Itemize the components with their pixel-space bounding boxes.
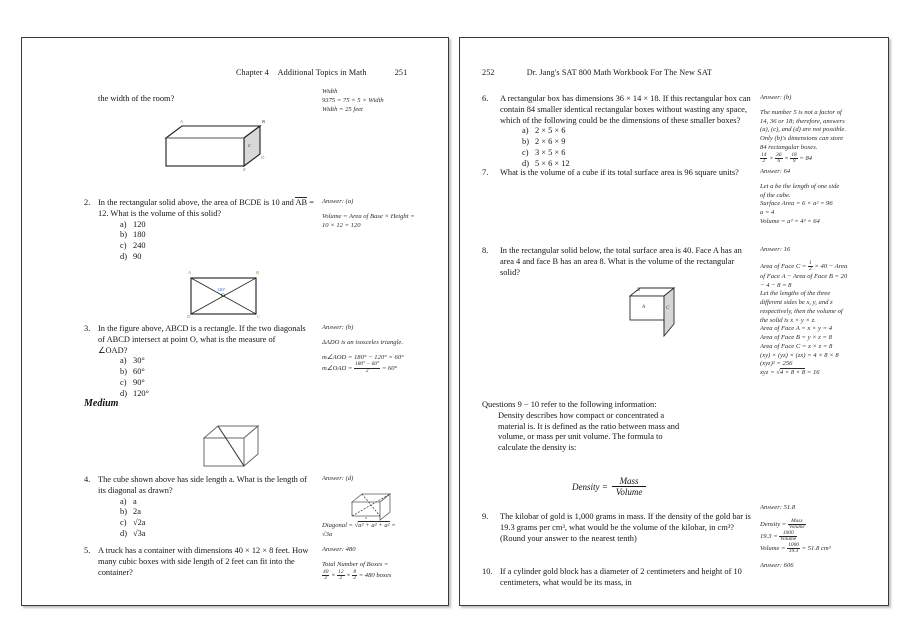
figure-cube-detail — [346, 490, 402, 524]
figure-rectangle-diagonals — [180, 270, 270, 322]
choice-a-label: a) — [120, 219, 127, 229]
choice-b[interactable] — [522, 137, 752, 148]
figure-rectangular-solid — [154, 116, 274, 178]
question-10-number: 10. — [482, 567, 493, 576]
q9-eq2 — [760, 529, 797, 543]
q5-times-2: × — [346, 571, 351, 579]
passage-line3: volume, or mass per unit volume. The formula to — [498, 432, 663, 442]
density-formula-denominator: Volume — [612, 486, 647, 497]
eq2-post: = 60° — [381, 364, 398, 372]
right-running-head — [482, 68, 712, 77]
q5-frac-2 — [337, 570, 344, 582]
q9-eq2-frac-d: Volume — [780, 536, 797, 543]
q8-answer-line10: (xy) × (yz) × (zx) = 4 × 8 × 8 — [760, 351, 839, 359]
choice-a-text: 120 — [133, 219, 146, 229]
density-formula — [572, 476, 646, 497]
question-2-answer — [322, 198, 434, 230]
q6-answer-line3: (a), (c), and (d) are not possible. — [760, 126, 847, 134]
question-10 — [482, 567, 752, 589]
choice-a-text: 2 × 5 × 6 — [535, 126, 566, 136]
carryover-question — [98, 94, 313, 105]
choice-d-label: d) — [522, 158, 529, 168]
choice-b-label: b) — [120, 367, 127, 376]
density-formula-numerator: Mass — [619, 476, 639, 486]
q6-times-2: × — [784, 154, 789, 162]
q9-eq1 — [760, 517, 806, 531]
passage-lead: Questions 9 − 10 refer to the following information: — [482, 400, 657, 409]
q5-frac-1-d: 2 — [322, 575, 329, 582]
q8-last-post: = 16 — [806, 369, 820, 377]
right-page-number: 252 — [482, 68, 495, 77]
choice-b-text: 2 × 6 × 9 — [535, 137, 566, 146]
question-3-stem: In the figure above, ABCD is a rectangle. If the two diagonals of ABCD intersect at point O, what is the measure of ∠OAD? — [98, 324, 306, 355]
question-8-stem: In the rectangular solid below, the total surface area is 40. Face A has an area 4 and face B has an area 8. What is the volume of the rectangular solid? — [500, 246, 742, 277]
q8-answer-line8: Area of Face B = y × z = 8 — [760, 334, 832, 342]
q9-eq2-frac — [779, 531, 797, 543]
choice-c-label: c) — [522, 147, 529, 157]
question-7 — [482, 168, 752, 179]
choice-c-text: 3 × 5 × 6 — [535, 147, 566, 157]
q6-frac-3 — [790, 153, 797, 165]
q6-frac-2-d: 6 — [775, 158, 782, 165]
vertex-label-c: C — [248, 143, 252, 148]
choice-b[interactable] — [120, 507, 316, 518]
q8-answer-line5: respectively, then the volume of — [760, 307, 843, 315]
q5-answer-tail: = 480 boxes — [358, 571, 392, 579]
question-6-number: 6. — [482, 94, 489, 103]
question-5-answer — [322, 546, 434, 582]
rect-vertex-d: D — [187, 314, 191, 319]
q9-eq2-pre: 19.3 = — [760, 533, 778, 540]
q5-frac-2-n: 12 — [338, 568, 344, 575]
choice-a-label: a) — [522, 126, 529, 136]
q8-first-frac-n: 1 — [808, 259, 812, 266]
question-5-number: 5. — [84, 546, 91, 555]
question-4-answer — [322, 475, 434, 484]
q9-eq3-pre: Volume = — [760, 545, 786, 552]
choice-c-label: c) — [120, 377, 127, 387]
question-9 — [482, 512, 752, 544]
question-7-number: 7. — [482, 168, 489, 177]
question-8 — [482, 246, 754, 278]
question-6 — [482, 94, 752, 169]
q8-answer-line2: − 4 − 8 = 8 — [760, 281, 792, 289]
q7-answer-line5: Volume = a³ = 4³ = 64 — [760, 217, 820, 225]
question-9-number: 9. — [482, 512, 489, 521]
choice-d-label: d) — [120, 251, 127, 261]
vertex-label-d: D — [261, 155, 265, 160]
question-4-number: 4. — [84, 475, 91, 484]
cube-detail-svg — [346, 490, 402, 524]
q9-eq2-frac-n: 1000 — [782, 529, 794, 536]
choice-b-label: b) — [120, 507, 127, 517]
q9-eq1-frac-n: Mass — [791, 517, 803, 524]
q9-eq3-post: = 51.8 cm³ — [801, 545, 831, 552]
question-3-answer-eq1: m∠AOD = 180° − 120° = 60° — [322, 353, 404, 361]
q8-answer-last — [760, 368, 820, 376]
question-3-choices — [98, 356, 306, 399]
rect-vertex-c: C — [257, 314, 261, 319]
question-7-stem: What is the volume of a cube if its total surface area is 96 square units? — [500, 168, 739, 177]
q9-eq1-frac-d: Volume — [788, 524, 805, 531]
q9-eq3 — [760, 541, 831, 555]
choice-c[interactable] — [120, 378, 306, 389]
face-label-b: B — [637, 288, 641, 293]
q7-answer-line1: Let a be the length of one side — [760, 182, 840, 190]
eq2-fraction — [354, 362, 380, 374]
right-running-head-title: Dr. Jang's SAT 800 Math Workbook For The New SAT — [526, 68, 713, 77]
question-9-answer — [760, 504, 874, 555]
q6-answer-line1: The number 5 is not a factor of — [760, 108, 842, 116]
q8-first-post: × 40 − Area — [814, 263, 848, 270]
question-5-stem: A truck has a container with dimensions 40 × 12 × 8 feet. How many cubic boxes with side length of 2 feet can fit into the container? — [98, 546, 309, 577]
question-8-answer — [760, 246, 874, 378]
q6-frac-3-d: 9 — [790, 158, 797, 165]
density-formula-fraction — [612, 476, 647, 497]
question-8-answer-head: Answer: 16 — [760, 246, 791, 253]
choice-b-text: 2a — [133, 507, 141, 517]
face-label-c: C — [666, 306, 670, 311]
question-5-answer-head: Answer: 480 — [322, 546, 356, 553]
q6-frac-3-n: 18 — [791, 151, 797, 158]
question-9-answer-head: Answer: 51.8 — [760, 504, 796, 511]
choice-c-label: c) — [120, 518, 127, 527]
choice-d-text: 5 × 6 × 12 — [535, 158, 570, 168]
vertex-label-b: B — [262, 119, 265, 124]
q8-answer-line3: Let the lengths of the three — [760, 290, 831, 298]
question-2-answer-line2: 10 × 12 = 120 — [322, 221, 361, 229]
question-2-stem-part2: = 12. What is the volume of this solid? — [98, 198, 314, 218]
q6-answer-line4: Only (b)'s dimensions can store — [760, 135, 844, 143]
question-3-answer-head: Answer: (b) — [322, 324, 354, 331]
face-label-a: A — [642, 305, 646, 310]
choice-c[interactable] — [522, 148, 752, 159]
question-10-answer — [760, 562, 874, 571]
choice-a[interactable] — [120, 220, 316, 231]
choice-c-text: √2a — [133, 518, 146, 527]
q8-answer-line4: different sides be x, y, and z — [760, 299, 833, 307]
question-6-choices — [500, 126, 752, 169]
q6-times-1: × — [769, 154, 774, 162]
q6-answer-line5: 84 rectangular boxes. — [760, 143, 818, 151]
cube-detail-side-label: a — [365, 515, 368, 520]
choice-a[interactable] — [120, 356, 306, 367]
left-running-head — [236, 68, 407, 77]
choice-d[interactable] — [120, 529, 316, 540]
q8-last-pre: xyz = — [760, 369, 775, 377]
left-page — [21, 37, 449, 606]
q7-answer-line4: a = 4 — [760, 209, 775, 217]
rect-vertex-b: B — [256, 270, 259, 275]
cube-svg — [196, 420, 268, 472]
eq2-denominator: 2 — [354, 368, 380, 375]
q4-eq-post: = — [391, 522, 396, 529]
q6-answer-calc — [760, 151, 813, 165]
choice-d[interactable] — [120, 252, 316, 263]
question-2-answer-head: Answer: (a) — [322, 198, 354, 205]
choice-b-text: 60° — [133, 367, 145, 376]
question-4-stem: The cube shown above has side length a. What is the length of its diagonal as drawn? — [98, 475, 307, 495]
q6-frac-2 — [775, 153, 782, 165]
question-4 — [84, 475, 316, 540]
q5-frac-1 — [322, 570, 329, 582]
q8-answer-line7: Area of Face A = x × y = 4 — [760, 325, 833, 333]
q7-answer-line3: Surface Area = 6 × a² = 96 — [760, 200, 833, 208]
question-6-answer — [760, 94, 872, 165]
q5-times-1: × — [331, 571, 336, 579]
question-2-number: 2. — [84, 198, 91, 207]
density-formula-lhs: Density = — [572, 481, 608, 492]
q4-radical-sign: √ — [354, 522, 359, 529]
q8-answer-line11: (xyz)² = 256 — [760, 360, 793, 368]
eq2-numerator: 180° − 60° — [354, 361, 380, 368]
section-heading-medium: Medium — [84, 398, 119, 409]
q8-first-pre: Area of Face C = — [760, 263, 807, 270]
question-8-number: 8. — [482, 246, 489, 255]
choice-b-label: b) — [120, 230, 127, 240]
question-5 — [84, 546, 316, 578]
vertex-label-a: A — [180, 119, 183, 124]
choice-c[interactable] — [120, 241, 316, 252]
choice-a-label: a) — [120, 496, 127, 506]
choice-b-label: b) — [522, 137, 529, 146]
choice-d-label: d) — [120, 528, 127, 538]
vertex-label-e: E — [243, 167, 246, 172]
question-7-answer — [760, 168, 872, 227]
passage-line4: calculate the density is: — [498, 443, 577, 452]
carryover-answer-line2: 9375 = 75 × 5 × Width — [322, 96, 384, 104]
q8-radical-sign: √ — [776, 369, 780, 377]
question-3-answer-note: ΔADO is an isosceles triangle. — [322, 338, 403, 346]
q8-answer-line6: the solid is x × y × z. — [760, 316, 816, 324]
q8-answer-first — [760, 259, 848, 273]
question-7-answer-head: Answer: 64 — [760, 168, 791, 175]
rect-vertex-a: A — [188, 270, 191, 275]
q9-eq1-frac — [788, 519, 806, 531]
carryover-question-text: the width of the room? — [98, 94, 175, 103]
choice-c-label: c) — [120, 241, 127, 250]
choice-d-text: √3a — [133, 528, 146, 538]
choice-b-text: 180 — [133, 230, 146, 240]
question-6-stem: A rectangular box has dimensions 36 × 14 × 18. If this rectangular box can contain 84 smaller identical rectangular boxes without wasting any space, which of the following could be the dimensions of these smaller boxes? — [500, 94, 751, 125]
q4-radicand: a² + a² + a² — [358, 522, 390, 529]
question-4-answer-work — [322, 522, 434, 540]
rect-angle-label: 120° — [217, 287, 226, 292]
q6-answer-line2: 14, 36 or 18; therefore, answers — [760, 117, 845, 125]
question-2-stem-part1: In the rectangular solid above, the area of BCDE is 10 and — [98, 198, 294, 207]
choice-b[interactable] — [120, 230, 316, 241]
rect-center-label: O — [221, 293, 225, 299]
question-2-choices — [98, 220, 316, 263]
question-9-stem: The kilobar of gold is 1,000 grams in mass. If the density of the gold bar is 19.3 grams per cm³, what would be the volume of the kilobar, in cm³? (Round your answer to the nearest tenth) — [500, 512, 751, 543]
q5-frac-3 — [352, 570, 357, 582]
q8-first-frac-d: 2 — [808, 266, 812, 273]
q6-answer-tail: = 84 — [799, 154, 813, 162]
q6-frac-1 — [760, 153, 767, 165]
question-2-segment-ab: AB — [295, 198, 308, 207]
passage-line1: Density describes how compact or concentrated a — [498, 410, 665, 420]
q4-eq-pre: Diagonal = — [322, 522, 354, 529]
carryover-answer — [322, 88, 432, 114]
question-10-stem: If a cylinder gold block has a diameter of 2 centimeters and height of 10 centimeters, what would be its mass, in — [500, 567, 742, 587]
q8-answer-line9: Area of Face C = x × z = 8 — [760, 342, 833, 350]
q9-eq3-frac — [787, 543, 800, 555]
running-head-chapter: Chapter 4 — [236, 68, 269, 77]
q7-answer-line2: of the cube. — [760, 191, 791, 199]
solid-faces-svg — [626, 286, 696, 348]
passage-line2: material is. It is defined as the ratio between mass and — [498, 421, 680, 431]
question-10-answer-head: Answer: 606 — [760, 562, 794, 569]
figure-solid-faces — [626, 286, 696, 348]
choice-d[interactable] — [120, 389, 306, 400]
rectangular-solid-svg — [154, 116, 274, 178]
choice-a-text: 30° — [133, 356, 145, 366]
right-page — [459, 37, 889, 606]
question-3-number: 3. — [84, 324, 91, 333]
question-5-answer-note: Total Number of Boxes = — [322, 560, 389, 568]
choice-d-text: 120° — [133, 388, 149, 398]
passage-questions-9-10 — [482, 400, 752, 454]
q9-eq3-frac-n: 1000 — [788, 541, 799, 548]
choice-c-text: 90° — [133, 377, 145, 387]
choice-b[interactable] — [120, 367, 306, 378]
question-6-answer-head: Answer: (b) — [760, 94, 792, 101]
carryover-answer-line3: Width = 25 feet — [322, 105, 363, 113]
choice-c-text: 240 — [133, 241, 146, 250]
left-page-number: 251 — [394, 68, 408, 77]
question-4-answer-head: Answer: (d) — [322, 475, 354, 482]
q5-frac-2-d: 2 — [337, 575, 344, 582]
choice-d-text: 90 — [133, 251, 142, 261]
choice-a[interactable] — [120, 497, 316, 508]
question-4-choices — [98, 497, 316, 540]
q9-eq3-frac-d: 19.3 — [788, 548, 799, 555]
question-2 — [84, 198, 316, 263]
question-2-answer-line1: Volume = Area of Base × Height = — [322, 212, 415, 220]
q8-first-frac — [808, 261, 813, 273]
carryover-answer-line1: Width — [322, 88, 338, 95]
question-5-answer-calc — [322, 568, 392, 582]
question-3 — [84, 324, 306, 399]
q9-eq1-pre: Density = — [760, 521, 787, 528]
q5-frac-3-d: 2 — [353, 575, 357, 582]
choice-a-text: a — [133, 496, 137, 506]
q6-frac-1-n: 14 — [761, 151, 767, 158]
q6-frac-2-n: 36 — [776, 151, 782, 158]
eq2-pre: m∠OAD = — [322, 364, 353, 372]
choice-d-label: d) — [120, 388, 127, 398]
figure-cube — [196, 420, 268, 472]
q5-frac-1-n: 40 — [323, 568, 329, 575]
q4-eq-result: √3a — [322, 530, 333, 538]
q6-frac-1-d: 2 — [760, 158, 767, 165]
choice-a-label: a) — [120, 356, 127, 366]
choice-c[interactable] — [120, 518, 316, 529]
choice-a[interactable] — [522, 126, 752, 137]
q8-answer-line1: of Face A − Area of Face B = 20 — [760, 272, 848, 280]
q8-radicand: 4 × 8 × 8 — [779, 369, 806, 377]
running-head-title: Additional Topics in Math — [277, 68, 367, 77]
question-3-answer — [322, 324, 434, 374]
q5-frac-3-n: 8 — [353, 568, 357, 575]
